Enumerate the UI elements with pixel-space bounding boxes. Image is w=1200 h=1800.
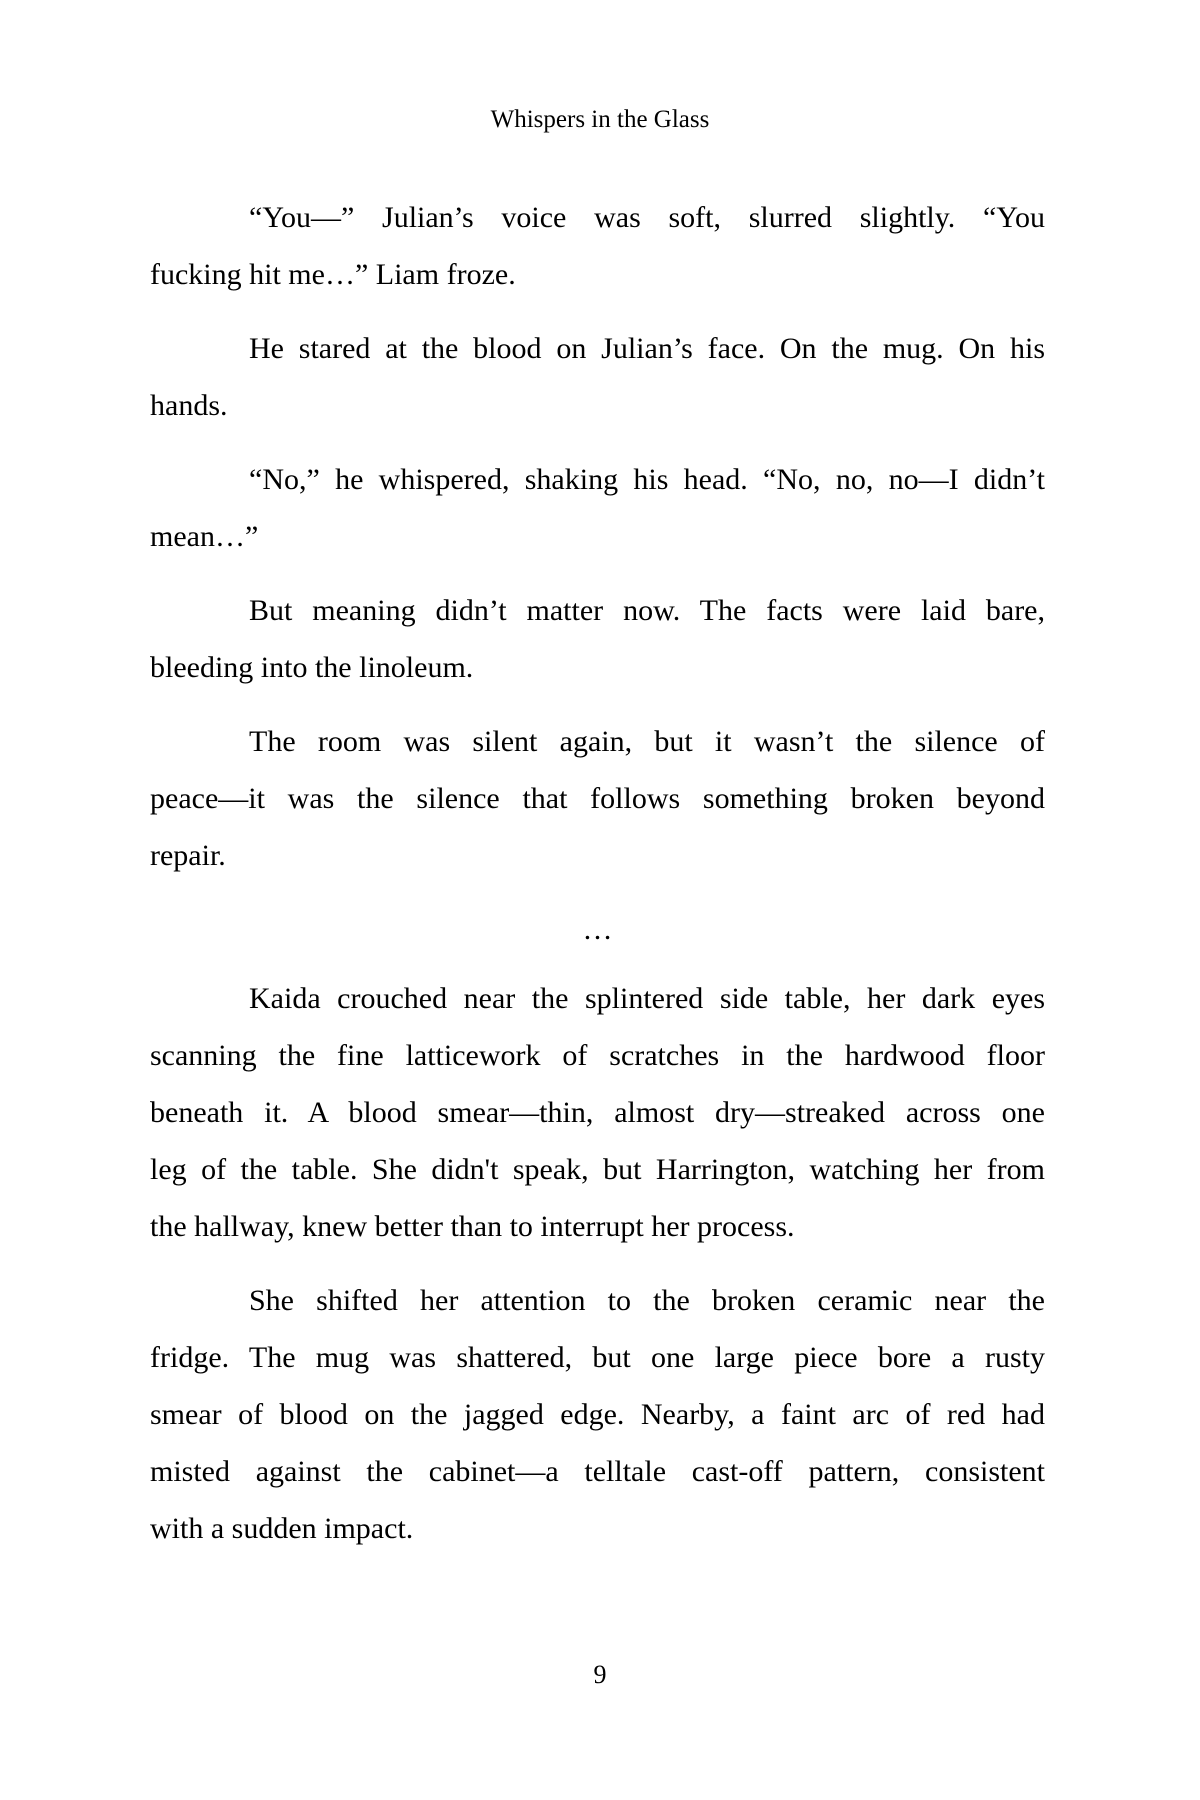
- page-body: [150, 189, 1045, 1574]
- text-line: the hallway, knew better than to interrupt her process.: [150, 1210, 795, 1243]
- paragraph: [150, 582, 1045, 696]
- paragraph: [150, 320, 1045, 434]
- paragraph: [150, 1272, 1045, 1557]
- text-line: “You—” Julian’s voice was soft, slurred slightly. “You: [249, 201, 1045, 234]
- text-line: fucking hit me…” Liam froze.: [150, 258, 516, 291]
- text-line: But meaning didn’t matter now. The facts were laid bare,: [249, 594, 1045, 627]
- paragraph: [150, 451, 1045, 565]
- running-header: Whispers in the Glass: [490, 106, 710, 133]
- text-line: hands.: [150, 389, 228, 422]
- text-line: repair.: [150, 839, 226, 872]
- text-line: fridge. The mug was shattered, but one large piece bore a rusty: [150, 1341, 1045, 1374]
- page-number: 9: [593, 1660, 607, 1689]
- text-line: peace—it was the silence that follows something broken beyond: [150, 782, 1045, 815]
- paragraph: [150, 970, 1045, 1255]
- paragraph: [150, 189, 1045, 303]
- text-line: beneath it. A blood smear—thin, almost dry—streaked across one: [150, 1096, 1045, 1129]
- paragraphs-before-break: [150, 189, 1045, 884]
- text-line: mean…”: [150, 520, 259, 553]
- text-line: leg of the table. She didn't speak, but Harrington, watching her from: [150, 1153, 1045, 1186]
- text-line: smear of blood on the jagged edge. Nearby, a faint arc of red had: [150, 1398, 1045, 1431]
- text-line: The room was silent again, but it wasn’t the silence of: [249, 725, 1045, 758]
- text-line: “No,” he whispered, shaking his head. “No, no, no—I didn’t: [249, 463, 1045, 496]
- paragraph: [150, 713, 1045, 884]
- text-line: He stared at the blood on Julian’s face. On the mug. On his: [249, 332, 1045, 365]
- text-line: misted against the cabinet—a telltale cast-off pattern, consistent: [150, 1455, 1045, 1488]
- text-line: with a sudden impact.: [150, 1512, 414, 1545]
- text-line: Kaida crouched near the splintered side table, her dark eyes: [249, 982, 1045, 1015]
- scene-break: …: [582, 913, 613, 946]
- text-line: scanning the fine latticework of scratches in the hardwood floor: [150, 1039, 1045, 1072]
- paragraphs-after-break: [150, 970, 1045, 1557]
- text-line: bleeding into the linoleum.: [150, 651, 474, 684]
- text-line: She shifted her attention to the broken ceramic near the: [249, 1284, 1045, 1317]
